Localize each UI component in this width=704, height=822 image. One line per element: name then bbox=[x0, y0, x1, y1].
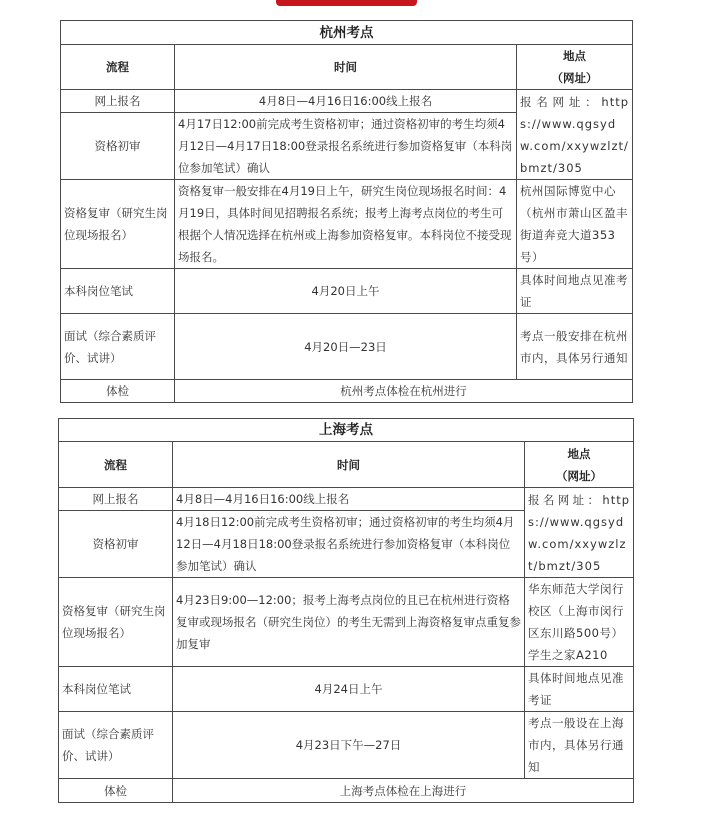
top-accent-bar bbox=[276, 0, 417, 6]
step-preliminary-review: 资格初审 bbox=[61, 113, 175, 180]
time-online-registration: 4月8日—4月16日16:00线上报名 bbox=[175, 90, 517, 113]
step-preliminary-review: 资格初审 bbox=[59, 511, 173, 578]
time-qualification-review: 资格复审一般安排在4月19日上午，研究生岗位现场报名时间：4月19日，具体时间见招聘报名系统；报考上海考点岗位的考生可根据个人情况选择在杭州或上海参加资格复审。本科岗位不接受现场报名。 bbox=[175, 180, 517, 269]
location-interview: 考点一般设在上海市内，具体另行通知 bbox=[525, 712, 634, 779]
time-preliminary-review: 4月17日12:00前完成考生资格初审；通过资格初审的考生均须4月12日—4月17日18:00登录报名系统进行参加资格复审（本科岗位参加笔试）确认 bbox=[175, 113, 517, 180]
location-qualification-review: 杭州国际博览中心（杭州市萧山区盈丰街道奔竞大道353号） bbox=[517, 180, 633, 269]
time-qualification-review: 4月23日9:00—12:00；报考上海考点岗位的且已在杭州进行资格复审或现场报名（研究生岗位）的考生无需到上海资格复审点重复参加复审 bbox=[173, 578, 525, 667]
step-qualification-review: 资格复审（研究生岗位现场报名） bbox=[59, 578, 173, 667]
hangzhou-schedule-table bbox=[60, 20, 633, 403]
location-qualification-review: 华东师范大学闵行校区（上海市闵行区东川路500号）学生之家A210 bbox=[525, 578, 634, 667]
time-interview: 4月20日—23日 bbox=[175, 314, 517, 380]
time-interview: 4月23日下午—27日 bbox=[173, 712, 525, 779]
step-qualification-review: 资格复审（研究生岗位现场报名） bbox=[61, 180, 175, 269]
step-medical-exam: 体检 bbox=[61, 380, 175, 403]
registration-url[interactable]: 报名网址：https://www.qgsydw.com/xxywzlzt/bmzt/305 bbox=[517, 90, 633, 180]
table-title: 杭州考点 bbox=[61, 21, 633, 45]
time-preliminary-review: 4月18日12:00前完成考生资格初审；通过资格初审的考生均须4月12日—4月18日18:00登录报名系统进行参加资格复审（本科岗位参加笔试）确认 bbox=[173, 511, 525, 578]
header-location bbox=[517, 45, 633, 90]
time-written-exam: 4月24日上午 bbox=[173, 667, 525, 712]
header-step: 流程 bbox=[59, 442, 173, 488]
step-written-exam: 本科岗位笔试 bbox=[61, 269, 175, 314]
header-time: 时间 bbox=[175, 45, 517, 90]
header-time: 时间 bbox=[173, 442, 525, 488]
time-online-registration: 4月8日—4月16日16:00线上报名 bbox=[173, 488, 525, 511]
header-location-line1: 地点 bbox=[567, 446, 591, 461]
header-location-line2: （网址） bbox=[551, 71, 598, 85]
location-interview: 考点一般安排在杭州市内，具体另行通知 bbox=[517, 314, 633, 380]
step-interview: 面试（综合素质评价、试讲） bbox=[59, 712, 173, 779]
step-written-exam: 本科岗位笔试 bbox=[59, 667, 173, 712]
table-title: 上海考点 bbox=[59, 419, 634, 442]
step-online-registration: 网上报名 bbox=[61, 90, 175, 113]
header-location-line2: （网址） bbox=[556, 468, 602, 483]
time-medical-exam: 杭州考点体检在杭州进行 bbox=[175, 380, 633, 403]
registration-url[interactable]: 报名网址：https://www.qgsydw.com/xxywzlzt/bmzt/305 bbox=[525, 488, 634, 578]
header-location-line1: 地点 bbox=[563, 49, 586, 63]
location-written-exam: 具体时间地点见准考证 bbox=[525, 667, 634, 712]
shanghai-schedule-table bbox=[58, 418, 634, 803]
header-location bbox=[525, 442, 634, 488]
time-written-exam: 4月20日上午 bbox=[175, 269, 517, 314]
location-written-exam: 具体时间地点见准考证 bbox=[517, 269, 633, 314]
step-interview: 面试（综合素质评价、试讲） bbox=[61, 314, 175, 380]
time-medical-exam: 上海考点体检在上海进行 bbox=[173, 779, 634, 803]
step-medical-exam: 体检 bbox=[59, 779, 173, 803]
step-online-registration: 网上报名 bbox=[59, 488, 173, 511]
header-step: 流程 bbox=[61, 45, 175, 90]
